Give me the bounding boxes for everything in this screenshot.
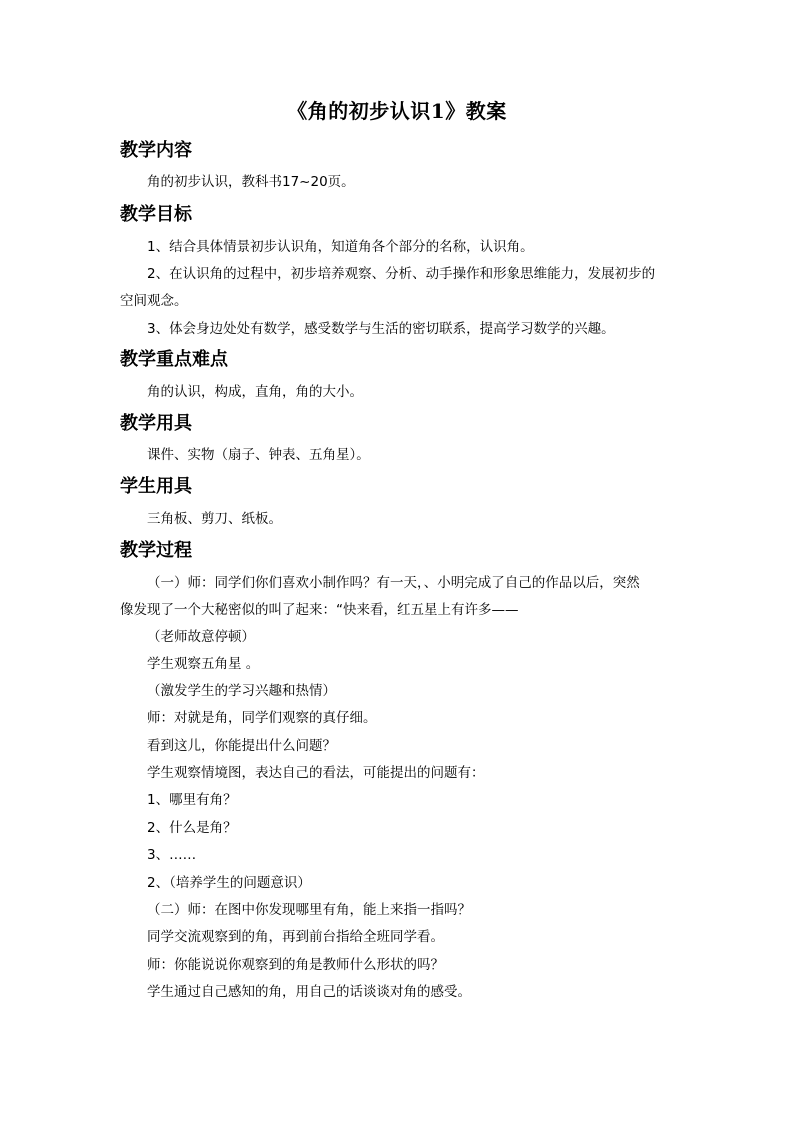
process-line-11: 2、（培养学生的问题意识） (147, 875, 311, 891)
heading-key-points: 教学重点难点 (120, 349, 228, 370)
heading-teaching-goals: 教学目标 (120, 204, 192, 225)
document-title: 《角的初步认识1》教案 (287, 99, 507, 123)
process-line-6: 看到这儿，你能提出什么问题？ (147, 738, 336, 754)
process-line-8: 1、哪里有角？ (147, 792, 237, 808)
process-line-10: 3、…… (147, 847, 197, 863)
goal-item-2: 2、在认识角的过程中，初步培养观察、分析、动手操作和形象思维能力，发展初步的 (147, 266, 656, 282)
goal-item-2-continued: 空间观念。 (120, 293, 188, 309)
process-line-7: 学生观察情境图，表达自己的看法，可能提出的问题有： (147, 765, 485, 781)
process-line-14: 师：你能说说你观察到的角是教师什么形状的吗？ (147, 957, 444, 973)
process-line-3: 学生观察五角星 。 (147, 656, 260, 672)
heading-teaching-process: 教学过程 (120, 540, 192, 561)
process-line-5: 师：对就是角，同学们观察的真仔细。 (147, 710, 377, 726)
goal-item-3: 3、体会身边处处有数学，感受数学与生活的密切联系，提高学习数学的兴趣。 (147, 321, 615, 337)
heading-teaching-tools: 教学用具 (120, 413, 192, 434)
process-line-1: （一）师：同学们你们喜欢小制作吗？有一天，、小明完成了自己的作品以后，突然 (147, 575, 640, 591)
process-line-9: 2、什么是角？ (147, 820, 237, 836)
heading-student-tools: 学生用具 (120, 476, 192, 497)
key-points-paragraph: 角的认识，构成，直角，角的大小。 (147, 384, 363, 400)
process-line-4: （激发学生的学习兴趣和热情） (147, 683, 336, 699)
process-line-12: （二）师：在图中你发现哪里有角，能上来指一指吗？ (147, 902, 471, 918)
process-line-1-continued: 像发现了一个大秘密似的叫了起来：“快来看，红五星上有许多—— (120, 602, 519, 618)
content-paragraph: 角的初步认识，教科书17~20页。 (147, 174, 355, 190)
teaching-tools-paragraph: 课件、实物（扇子、钟表、五角星）。 (147, 447, 370, 463)
student-tools-paragraph: 三角板、剪刀、纸板。 (147, 511, 282, 527)
process-line-2: （老师故意停顿） (147, 629, 255, 645)
process-line-15: 学生通过自己感知的角，用自己的话谈谈对角的感受。 (147, 984, 471, 1000)
goal-item-1: 1、结合具体情景初步认识角，知道角各个部分的名称，认识角。 (147, 239, 534, 255)
process-line-13: 同学交流观察到的角，再到前台指给全班同学看。 (147, 929, 444, 945)
heading-teaching-content: 教学内容 (120, 140, 192, 161)
